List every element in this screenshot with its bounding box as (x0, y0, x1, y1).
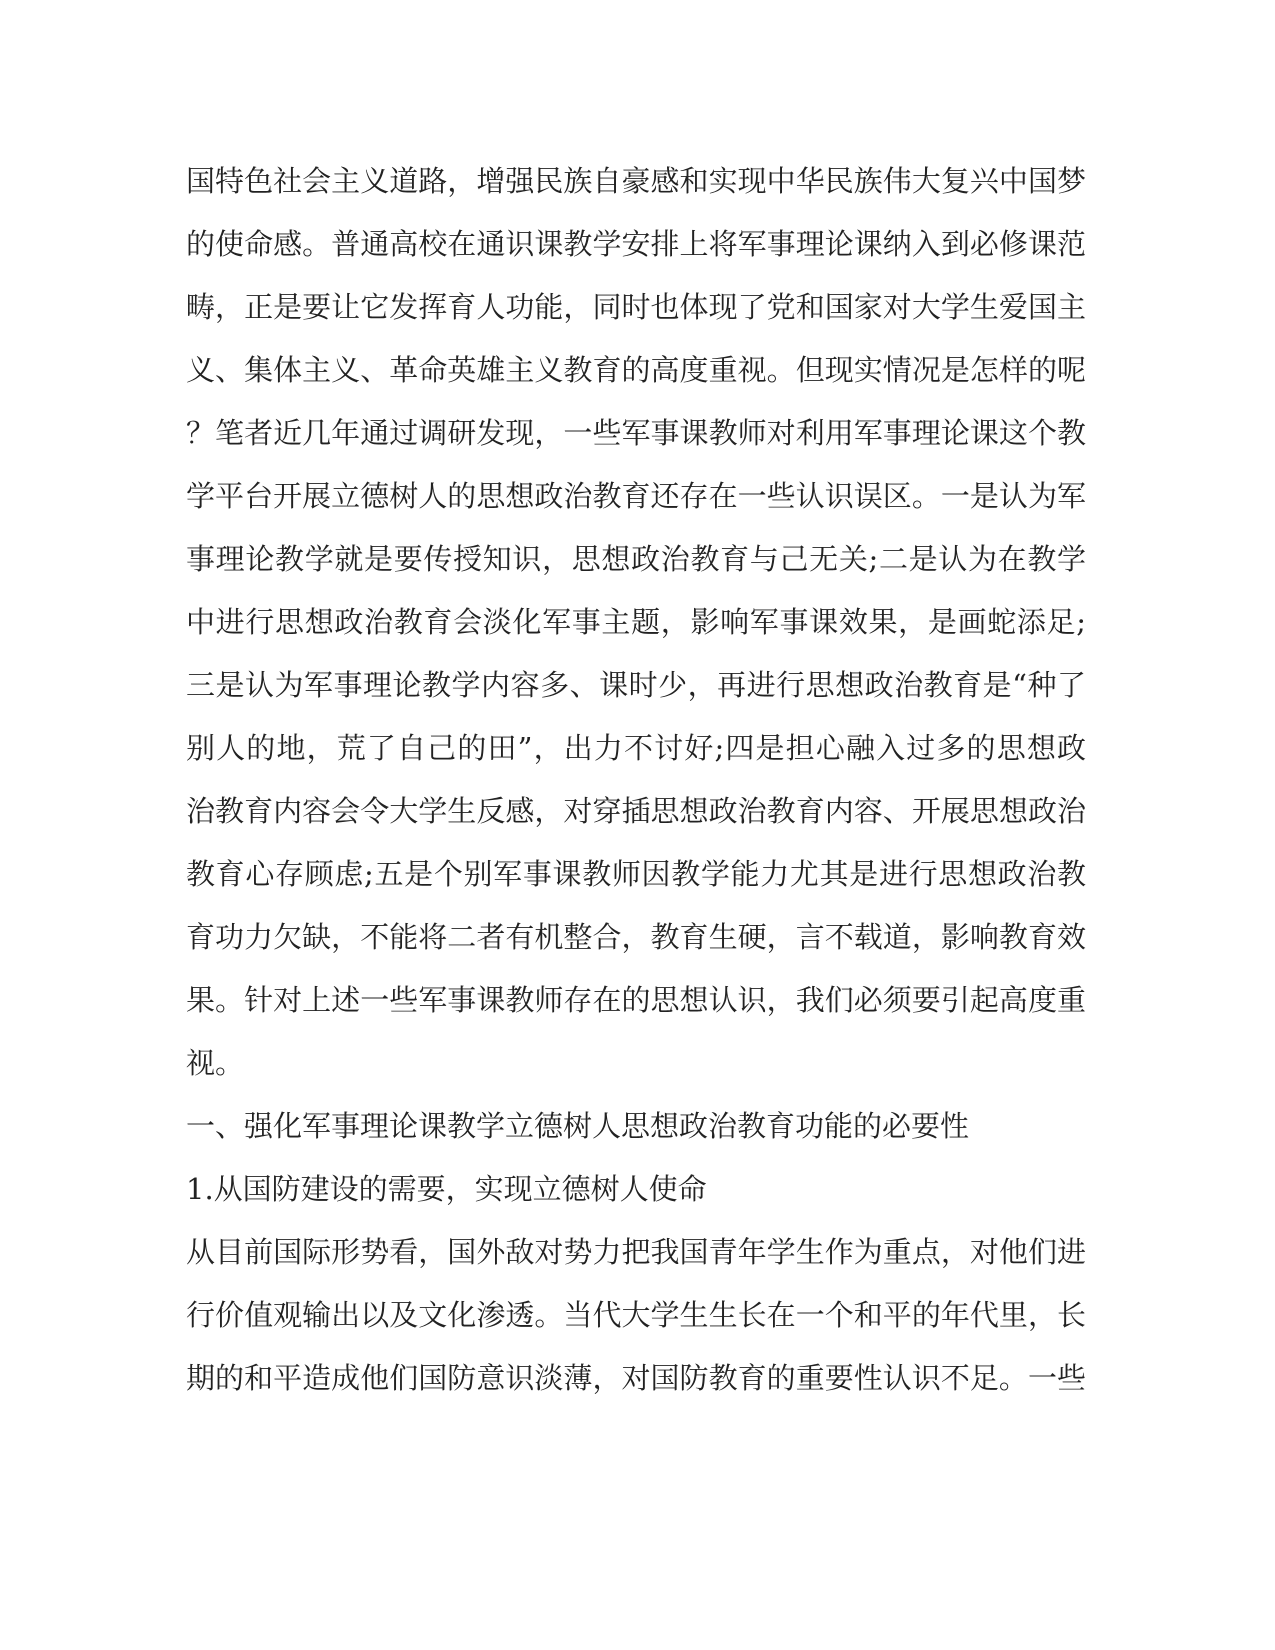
subsection-heading: 1.从国防建设的需要，实现立德树人使命 (186, 1172, 707, 1206)
text-line: 义、集体主义、革命英雄主义教育的高度重视。但现实情况是怎样的呢 (186, 353, 1086, 387)
text-line: 期的和平造成他们国防意识淡薄，对国防教育的重要性认识不足。一些 (186, 1361, 1086, 1395)
text-line: 从目前国际形势看，国外敌对势力把我国青年学生作为重点，对他们进 (186, 1235, 1086, 1269)
text-line: 育功力欠缺，不能将二者有机整合，教育生硬，言不载道，影响教育效 (186, 920, 1086, 954)
text-line: 国特色社会主义道路，增强民族自豪感和实现中华民族伟大复兴中国梦 (186, 164, 1086, 198)
text-line: 三是认为军事理论教学内容多、课时少，再进行思想政治教育是“种了 (186, 668, 1086, 702)
text-line: 事理论教学就是要传授知识，思想政治教育与己无关;二是认为在教学 (186, 542, 1086, 576)
text-line: 畴，正是要让它发挥育人功能，同时也体现了党和国家对大学生爱国主 (186, 290, 1086, 324)
text-line: 教育心存顾虑;五是个别军事课教师因教学能力尤其是进行思想政治教 (186, 857, 1086, 891)
document-body (186, 150, 1086, 1410)
paragraph-end-line: 视。 (186, 1046, 245, 1080)
text-line: 果。针对上述一些军事课教师存在的思想认识，我们必须要引起高度重 (186, 983, 1086, 1017)
section-heading: 一、强化军事理论课教学立德树人思想政治教育功能的必要性 (186, 1109, 970, 1143)
text-line: 行价值观输出以及文化渗透。当代大学生生长在一个和平的年代里，长 (186, 1298, 1086, 1332)
text-line: 学平台开展立德树人的思想政治教育还存在一些认识误区。一是认为军 (186, 479, 1086, 513)
text-line: 别人的地，荒了自己的田”，出力不讨好;四是担心融入过多的思想政 (186, 731, 1086, 765)
text-line: ？笔者近几年通过调研发现，一些军事课教师对利用军事理论课这个教 (186, 416, 1086, 450)
text-line: 治教育内容会令大学生反感，对穿插思想政治教育内容、开展思想政治 (186, 794, 1086, 828)
text-line: 的使命感。普通高校在通识课教学安排上将军事理论课纳入到必修课范 (186, 227, 1086, 261)
text-line: 中进行思想政治教育会淡化军事主题，影响军事课效果，是画蛇添足; (186, 605, 1086, 639)
